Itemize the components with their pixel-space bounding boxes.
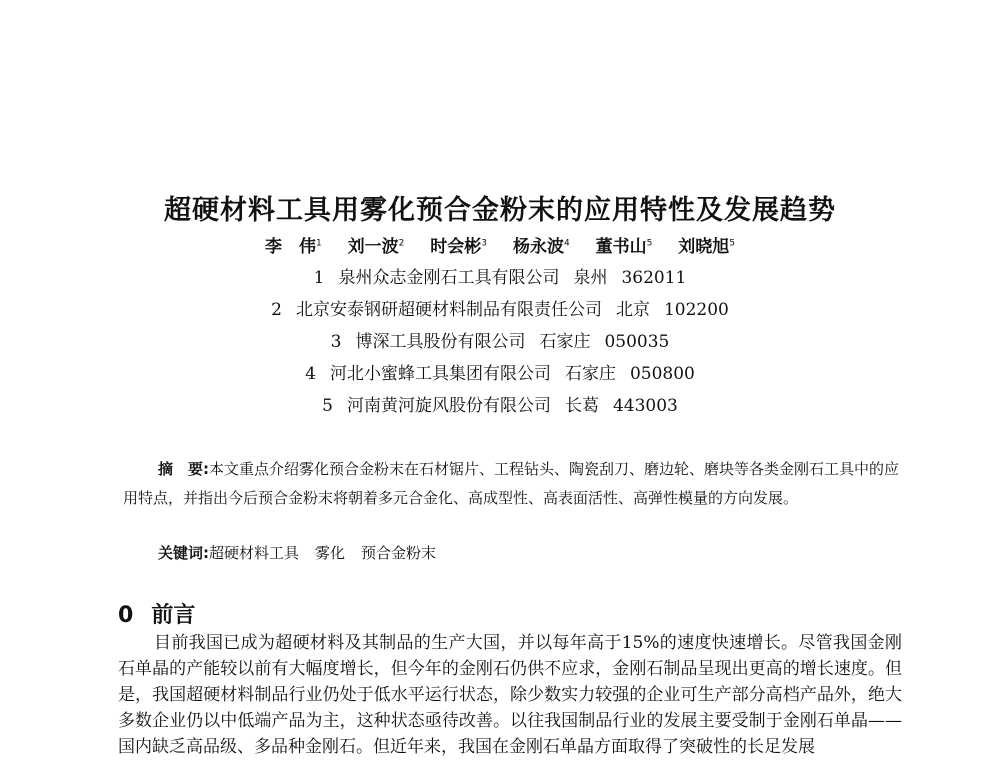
section-title: 前言 (151, 603, 196, 628)
author: 董书山$^5$ (595, 237, 653, 257)
author: 时会彬$^3$ (430, 237, 488, 257)
section-number: 0 (118, 603, 134, 628)
affiliation: 1 泉州众志金刚石工具有限公司 泉州 362011 (313, 268, 687, 288)
author: 刘晓旭$^5$ (678, 237, 735, 257)
author: 李 伟$^1$ (264, 237, 322, 257)
keywords-label: 关键词: (158, 544, 209, 562)
affiliation: 2 北京安泰钢研超硬材料制品有限责任公司 北京 102200 (271, 300, 729, 320)
affiliation-list (0, 262, 1000, 422)
paper-title: 超硬材料工具用雾化预合金粉末的应用特性及发展趋势 (164, 195, 836, 226)
affiliation: 3 博深工具股份有限公司 石家庄 050035 (330, 332, 670, 352)
affiliation: 4 河北小蜜蜂工具集团有限公司 石家庄 050800 (305, 364, 695, 384)
keyword: 预合金粉末 (361, 544, 437, 562)
keywords (158, 542, 452, 563)
author: 杨永波$^4$ (512, 237, 570, 257)
author: 刘一波$^2$ (347, 237, 405, 257)
author-list (0, 232, 1000, 257)
keyword: 雾化 (315, 544, 346, 562)
keyword: 超硬材料工具 (209, 544, 300, 562)
affiliation: 5 河南黄河旋风股份有限公司 长葛 443003 (322, 396, 678, 416)
abstract-label: 摘 要: (158, 460, 209, 478)
body-paragraph: 目前我国已成为超硬材料及其制品的生产大国，并以每年高于15%的速度快速增长。尽管我国金刚石单晶的产能较以前有大幅度增长，但今年的金刚石仍供不应求，金刚石制品呈现出更高的增长速度。但是，我国超硬材料制品行业仍处于低水平运行状态，除少数实力较强的企业可生产部分高档产品外，绝大多数企业仍以中低端产品为主，这种状态亟待改善。以往我国制品行业的发展主要受制于金刚石单晶——国内缺乏高品级、多品种金刚石。但近年来，我国在金刚石单晶方面取得了突破性的长足发展 (118, 633, 902, 757)
section-heading (118, 598, 195, 629)
abstract (123, 455, 901, 513)
abstract-text: 本文重点介绍雾化预合金粉末在石材锯片、工程钻头、陶瓷刮刀、磨边轮、磨块等各类金刚石工具中的应用特点，并指出今后预合金粉末将朝着多元合金化、高成型性、高表面活性、高弹性模量的方向发展。 (123, 460, 900, 507)
